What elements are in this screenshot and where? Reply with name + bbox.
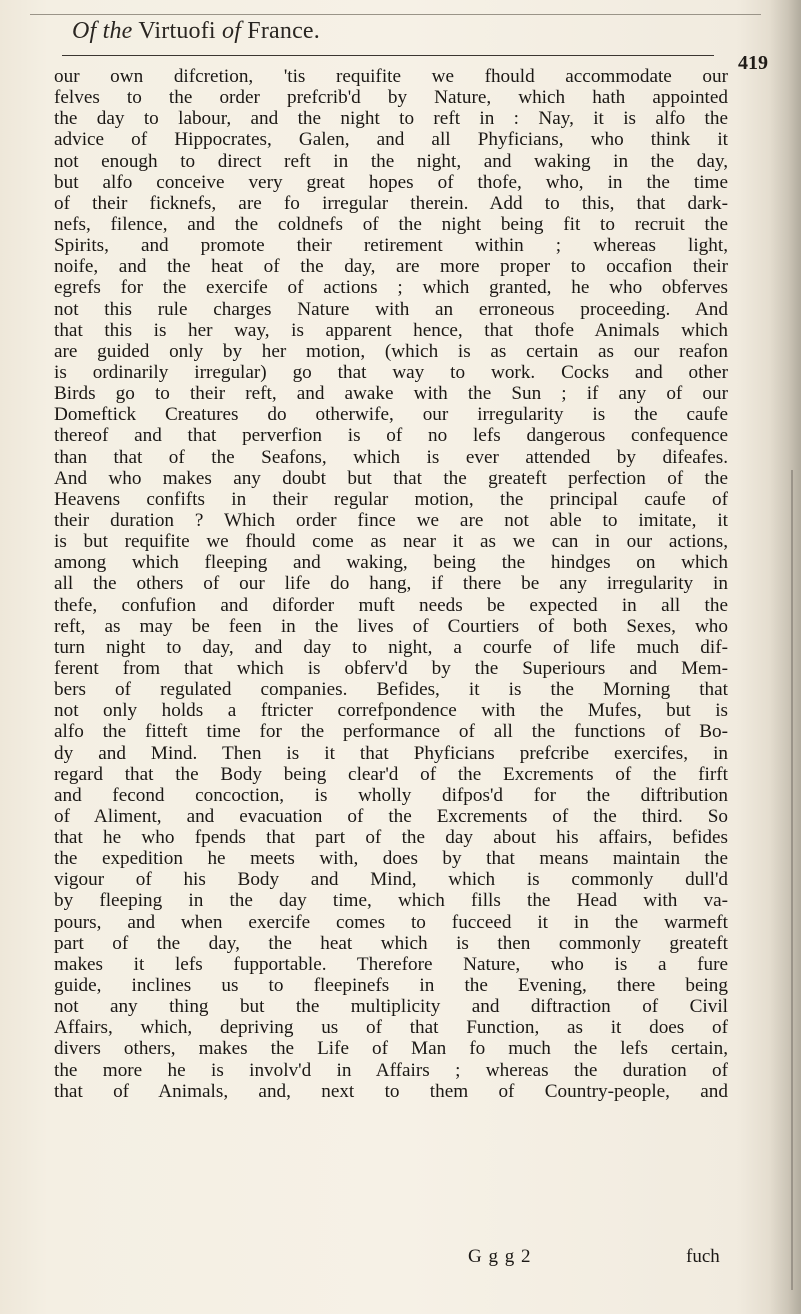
text-line: dy and Mind. Then is it that Phyficians prefcribe exercifes, in xyxy=(54,742,728,764)
text-line: that he who fpends that part of the day about his affairs, befides xyxy=(54,827,728,849)
text-line: of their ficknefs, are fo irregular therein. Add to this, that dark- xyxy=(54,192,728,214)
text-line: noife, and the heat of the day, are more proper to occafion their xyxy=(54,256,728,278)
text-line: Heavens confifts in their regular motion, the principal caufe of xyxy=(54,488,728,510)
text-line: part of the day, the heat which is then commonly greateft xyxy=(54,932,728,954)
text-line: and fecond concoction, is wholly difpos'd for the diftribution xyxy=(54,784,728,806)
text-line: egrefs for the exercife of actions ; which granted, he who obferves xyxy=(54,277,728,299)
text-line: is but requifite we fhould come as near it as we can in our actions, xyxy=(54,531,728,553)
text-line: divers others, makes the Life of Man fo much the lefs certain, xyxy=(54,1038,728,1060)
top-rule xyxy=(30,14,761,15)
text-line: felves to the order prefcrib'd by Nature, which hath appointed xyxy=(54,87,728,109)
running-head xyxy=(72,18,320,45)
text-line: Birds go to their reft, and awake with the Sun ; if any of our xyxy=(54,383,728,405)
text-line: not enough to direct reft in the night, and waking in the day, xyxy=(54,150,728,172)
running-head-prefix: Of the xyxy=(72,18,133,44)
text-line: among which fleeping and waking, being the hindges on which xyxy=(54,552,728,574)
text-line: but alfo conceive very great hopes of thofe, who, in the time xyxy=(54,171,728,193)
text-line: than that of the Seafons, which is ever attended by difeafes. xyxy=(54,446,728,468)
text-line: of Aliment, and evacuation of the Excrements of the third. So xyxy=(54,805,728,827)
gutter-shadow xyxy=(769,0,801,1314)
text-line: all the others of our life do hang, if there be any irregularity in xyxy=(54,573,728,595)
text-line: thereof and that perverfion is of no lefs dangerous confequence xyxy=(54,425,728,447)
text-line: our own difcretion, 'tis requifite we fhould accommodate our xyxy=(54,66,728,87)
text-line: not this rule charges Nature with an erroneous proceeding. And xyxy=(54,298,728,320)
text-line: regard that the Body being clear'd of the Excrements of the firft xyxy=(54,763,728,785)
text-line: are guided only by her motion, (which is as certain as our reafon xyxy=(54,340,728,362)
text-line: thefe, confufion and diforder muft needs be expected in all the xyxy=(54,594,728,616)
text-line: the expedition he meets with, does by that means maintain the xyxy=(54,848,728,870)
body-text xyxy=(54,66,728,1102)
text-line: vigour of his Body and Mind, which is commonly dull'd xyxy=(54,869,728,891)
text-line: pours, and when exercife comes to fucceed it in the warmeft xyxy=(54,911,728,933)
text-line: advice of Hippocrates, Galen, and all Phyficians, who think it xyxy=(54,129,728,151)
text-line: by fleeping in the day time, which fills the Head with va- xyxy=(54,890,728,912)
running-head-main: Virtuofi xyxy=(138,18,216,44)
header-rule xyxy=(62,55,714,56)
text-line: reft, as may be feen in the lives of Courtiers of both Sexes, who xyxy=(54,615,728,637)
text-line: Spirits, and promote their retirement within ; whereas light, xyxy=(54,235,728,257)
text-line: alfo the fitteft time for the performance of all the functions of Bo- xyxy=(54,721,728,743)
running-head-of: of xyxy=(222,18,242,44)
text-line: nefs, filence, and the coldnefs of the night being fit to recruit the xyxy=(54,213,728,235)
text-line: ferent from that which is obferv'd by the Superiours and Mem- xyxy=(54,657,728,679)
text-line: the more he is involv'd in Affairs ; whereas the duration of xyxy=(54,1059,728,1081)
page-number: 419 xyxy=(738,52,768,74)
text-line: guide, inclines us to fleepinefs in the Evening, there being xyxy=(54,975,728,997)
text-line: not only holds a ftricter correfpondence with the Mufes, but is xyxy=(54,700,728,722)
text-line: their duration ? Which order fince we are not able to imitate, it xyxy=(54,509,728,531)
signature-mark: G g g 2 xyxy=(468,1246,532,1267)
text-line: is ordinarily irregular) go that way to work. Cocks and other xyxy=(54,361,728,383)
text-line: makes it lefs fupportable. Therefore Nature, who is a fure xyxy=(54,953,728,975)
text-line: Affairs, which, depriving us of that Function, as it does of xyxy=(54,1017,728,1039)
text-line: bers of regulated companies. Befides, it is the Morning that xyxy=(54,679,728,701)
running-head-country: France. xyxy=(247,18,320,44)
text-line: Domeftick Creatures do otherwife, our irregularity is the caufe xyxy=(54,404,728,426)
text-line: turn night to day, and day to night, a courfe of life much dif- xyxy=(54,636,728,658)
text-line: the day to labour, and the night to reft in : Nay, it is alfo the xyxy=(54,108,728,130)
text-line: that this is her way, is apparent hence, that thofe Animals which xyxy=(54,319,728,341)
text-line: And who makes any doubt but that the greateft perfection of the xyxy=(54,467,728,489)
catchword: fuch xyxy=(686,1246,720,1267)
text-line: that of Animals, and, next to them of Country-people, and xyxy=(54,1080,728,1102)
text-line: not any thing but the multiplicity and diftraction of Civil xyxy=(54,996,728,1018)
